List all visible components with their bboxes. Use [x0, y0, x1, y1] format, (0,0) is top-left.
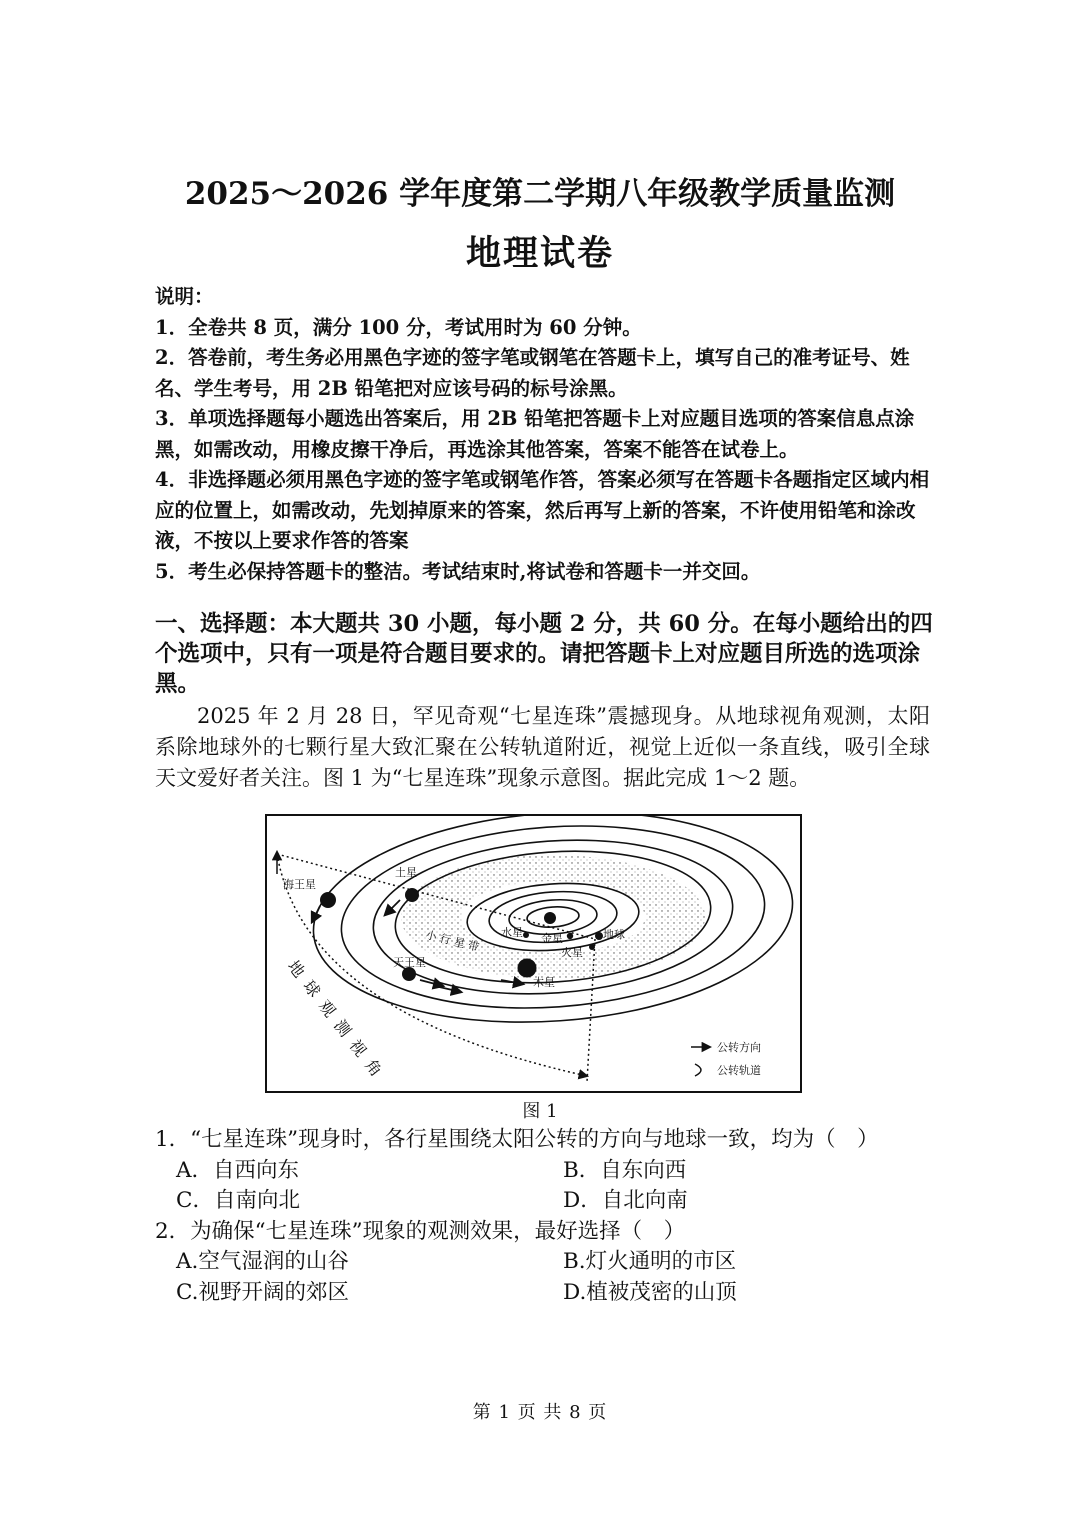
- label-jupiter: 木星: [533, 976, 555, 989]
- legend-direction: 公转方向: [717, 1041, 761, 1054]
- question-stem: 1．“七星连珠”现身时，各行星围绕太阳公转的方向与地球一致，均为（ ）: [155, 1127, 879, 1152]
- label-earth-view: 地 球 观 测 视 角: [283, 956, 388, 1082]
- instruction-item: 2．答卷前，考生务必用黑色字迹的签字笔或钢笔在答题卡上，填写自己的准考证号、姓名、学生考号，用 2B 铅笔把对应该号码的标号涂黑。: [155, 346, 910, 400]
- question-2: [155, 1217, 930, 1309]
- figure-caption: 图 1: [522, 1101, 558, 1122]
- question-1: [155, 1125, 930, 1217]
- option-b: B.灯火通明的市区: [563, 1249, 737, 1274]
- solar-system-diagram: [265, 814, 802, 1093]
- jupiter-marker: [518, 959, 537, 978]
- question-options: [155, 1247, 930, 1308]
- instruction-item: 4．非选择题必须用黑色字迹的签字笔或钢笔作答，答案必须写在答题卡各题指定区域内相应的位置上，如需改动，先划掉原来的答案，然后再写上新的答案，不许使用铅笔和涂改液，不按以上要求作答的答案: [155, 468, 930, 552]
- exam-title: 2025～2026 学年度第二学期八年级教学质量监测: [184, 176, 896, 212]
- instruction-item: 5．考生必保持答题卡的整洁。考试结束时,将试卷和答题卡一并交回。: [155, 559, 761, 583]
- option-d: D．自北向南: [563, 1188, 688, 1213]
- label-mercury: 水星: [501, 926, 523, 939]
- option-d: D.植被茂密的山顶: [563, 1279, 737, 1305]
- label-uranus: 天王星: [393, 956, 426, 969]
- instructions-heading: 说明：: [155, 285, 214, 308]
- question-context: 2025 年 2 月 28 日，罕见奇观“七星连珠”震撼现身。从地球视角观测，太阳系除地球外的七颗行星大致汇聚在公转轨道附近，视觉上近似一条直线，吸引全球天文爱好者关注。图 1 为“七星连珠”现象示意图。据此完成 1～2 题。: [155, 704, 930, 790]
- uranus-marker: [402, 967, 416, 981]
- label-mars: 火星: [561, 946, 583, 959]
- neptune-marker: [320, 892, 336, 908]
- legend-orbit: 公转轨道: [717, 1064, 761, 1077]
- saturn-marker: [405, 888, 419, 902]
- section-heading: 一、选择题：本大题共 30 小题，每小题 2 分，共 60 分。在每小题给出的四个选项中，只有一项是符合题目要求的。请把答题卡上对应题目所选的选项涂黑。: [155, 611, 933, 697]
- instructions: [155, 282, 935, 587]
- option-b: B．自东向西: [563, 1157, 687, 1183]
- instruction-item: 1．全卷共 8 页，满分 100 分，考试用时为 60 分钟。: [155, 315, 642, 339]
- label-neptune: 海王星: [283, 878, 316, 891]
- venus-marker: [567, 933, 573, 939]
- option-a: A.空气湿润的山谷: [176, 1249, 349, 1274]
- option-c: C．自南向北: [176, 1188, 300, 1213]
- solar-system-figure: [265, 814, 802, 1093]
- earth-marker: [595, 932, 603, 940]
- question-list: [155, 1125, 930, 1308]
- option-a: A．自西向东: [176, 1157, 300, 1183]
- option-c: C.视野开阔的郊区: [176, 1279, 350, 1305]
- sun-icon: [544, 912, 556, 924]
- mercury-marker: [523, 932, 529, 938]
- label-earth: 地球: [603, 928, 625, 941]
- question-options: [155, 1156, 930, 1217]
- page-number: 第 1 页 共 8 页: [472, 1402, 608, 1423]
- label-venus: 金星: [541, 932, 563, 945]
- label-saturn: 土星: [395, 866, 417, 879]
- label-asteroid-belt: 小 行 星 带: [424, 928, 481, 955]
- exam-subject-title: 地理试卷: [465, 233, 614, 274]
- question-stem: 2．为确保“七星连珠”现象的观测效果，最好选择（ ）: [155, 1218, 686, 1244]
- instruction-item: 3．单项选择题每小题选出答案后，用 2B 铅笔把答题卡上对应题目选项的答案信息点涂黑，如需改动，用橡皮擦干净后，再选涂其他答案，答案不能答在试卷上。: [155, 407, 915, 461]
